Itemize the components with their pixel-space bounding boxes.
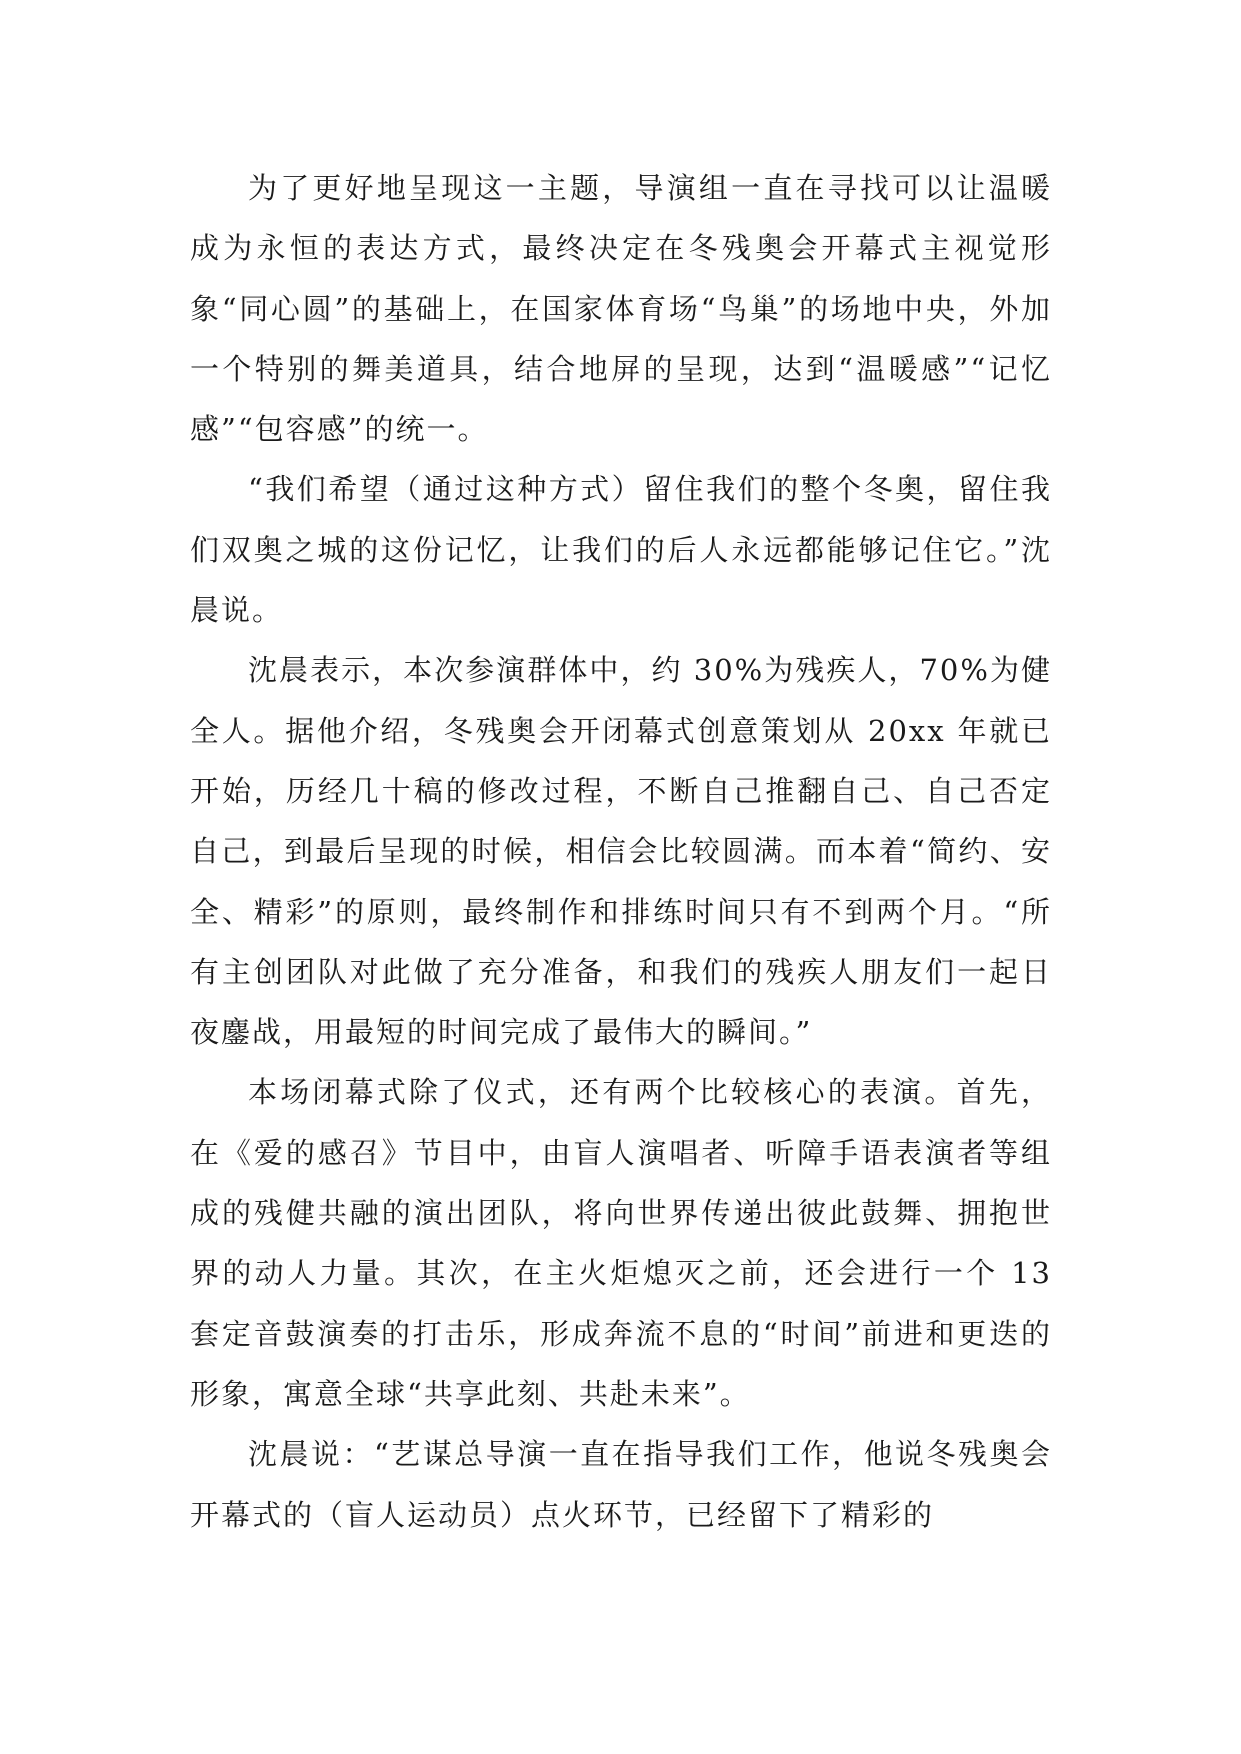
document-body bbox=[190, 158, 1052, 1545]
paragraph-participants: 沈晨表示，本次参演群体中，约 30%为残疾人，70%为健全人。据他介绍，冬残奥会开闭幕式创意策划从 20xx 年就已开始，历经几十稿的修改过程，不断自己推翻自己、自己否定自己，到最后呈现的时候，相信会比较圆满。而本着“简约、安全、精彩”的原则，最终制作和排练时间只有不到两个月。“所有主创团队对此做了充分准备，和我们的残疾人朋友们一起日夜鏖战，用最短的时间完成了最伟大的瞬间。” bbox=[190, 653, 1052, 1050]
paragraph-theme: 为了更好地呈现这一主题，导演组一直在寻找可以让温暖成为永恒的表达方式，最终决定在冬残奥会开幕式主视觉形象“同心圆”的基础上，在国家体育场“鸟巢”的场地中央，外加一个特别的舞美道具，结合地屏的呈现，达到“温暖感”“记忆感”“包容感”的统一。 bbox=[190, 171, 1052, 447]
paragraph-performances: 本场闭幕式除了仪式，还有两个比较核心的表演。首先，在《爱的感召》节目中，由盲人演唱者、听障手语表演者等组成的残健共融的演出团队，将向世界传递出彼此鼓舞、拥抱世界的动人力量。其次，在主火炬熄灭之前，还会进行一个 13 套定音鼓演奏的打击乐，形成奔流不息的“时间”前进和更迭的形象，寓意全球“共享此刻、共赴未来”。 bbox=[190, 1075, 1052, 1411]
paragraph-director: 沈晨说：“艺谋总导演一直在指导我们工作，他说冬残奥会开幕式的（盲人运动员）点火环节，已经留下了精彩的 bbox=[190, 1437, 1052, 1532]
paragraph-quote-memory: “我们希望（通过这种方式）留住我们的整个冬奥，留住我们双奥之城的这份记忆，让我们的后人永远都能够记住它。”沈晨说。 bbox=[190, 472, 1052, 628]
